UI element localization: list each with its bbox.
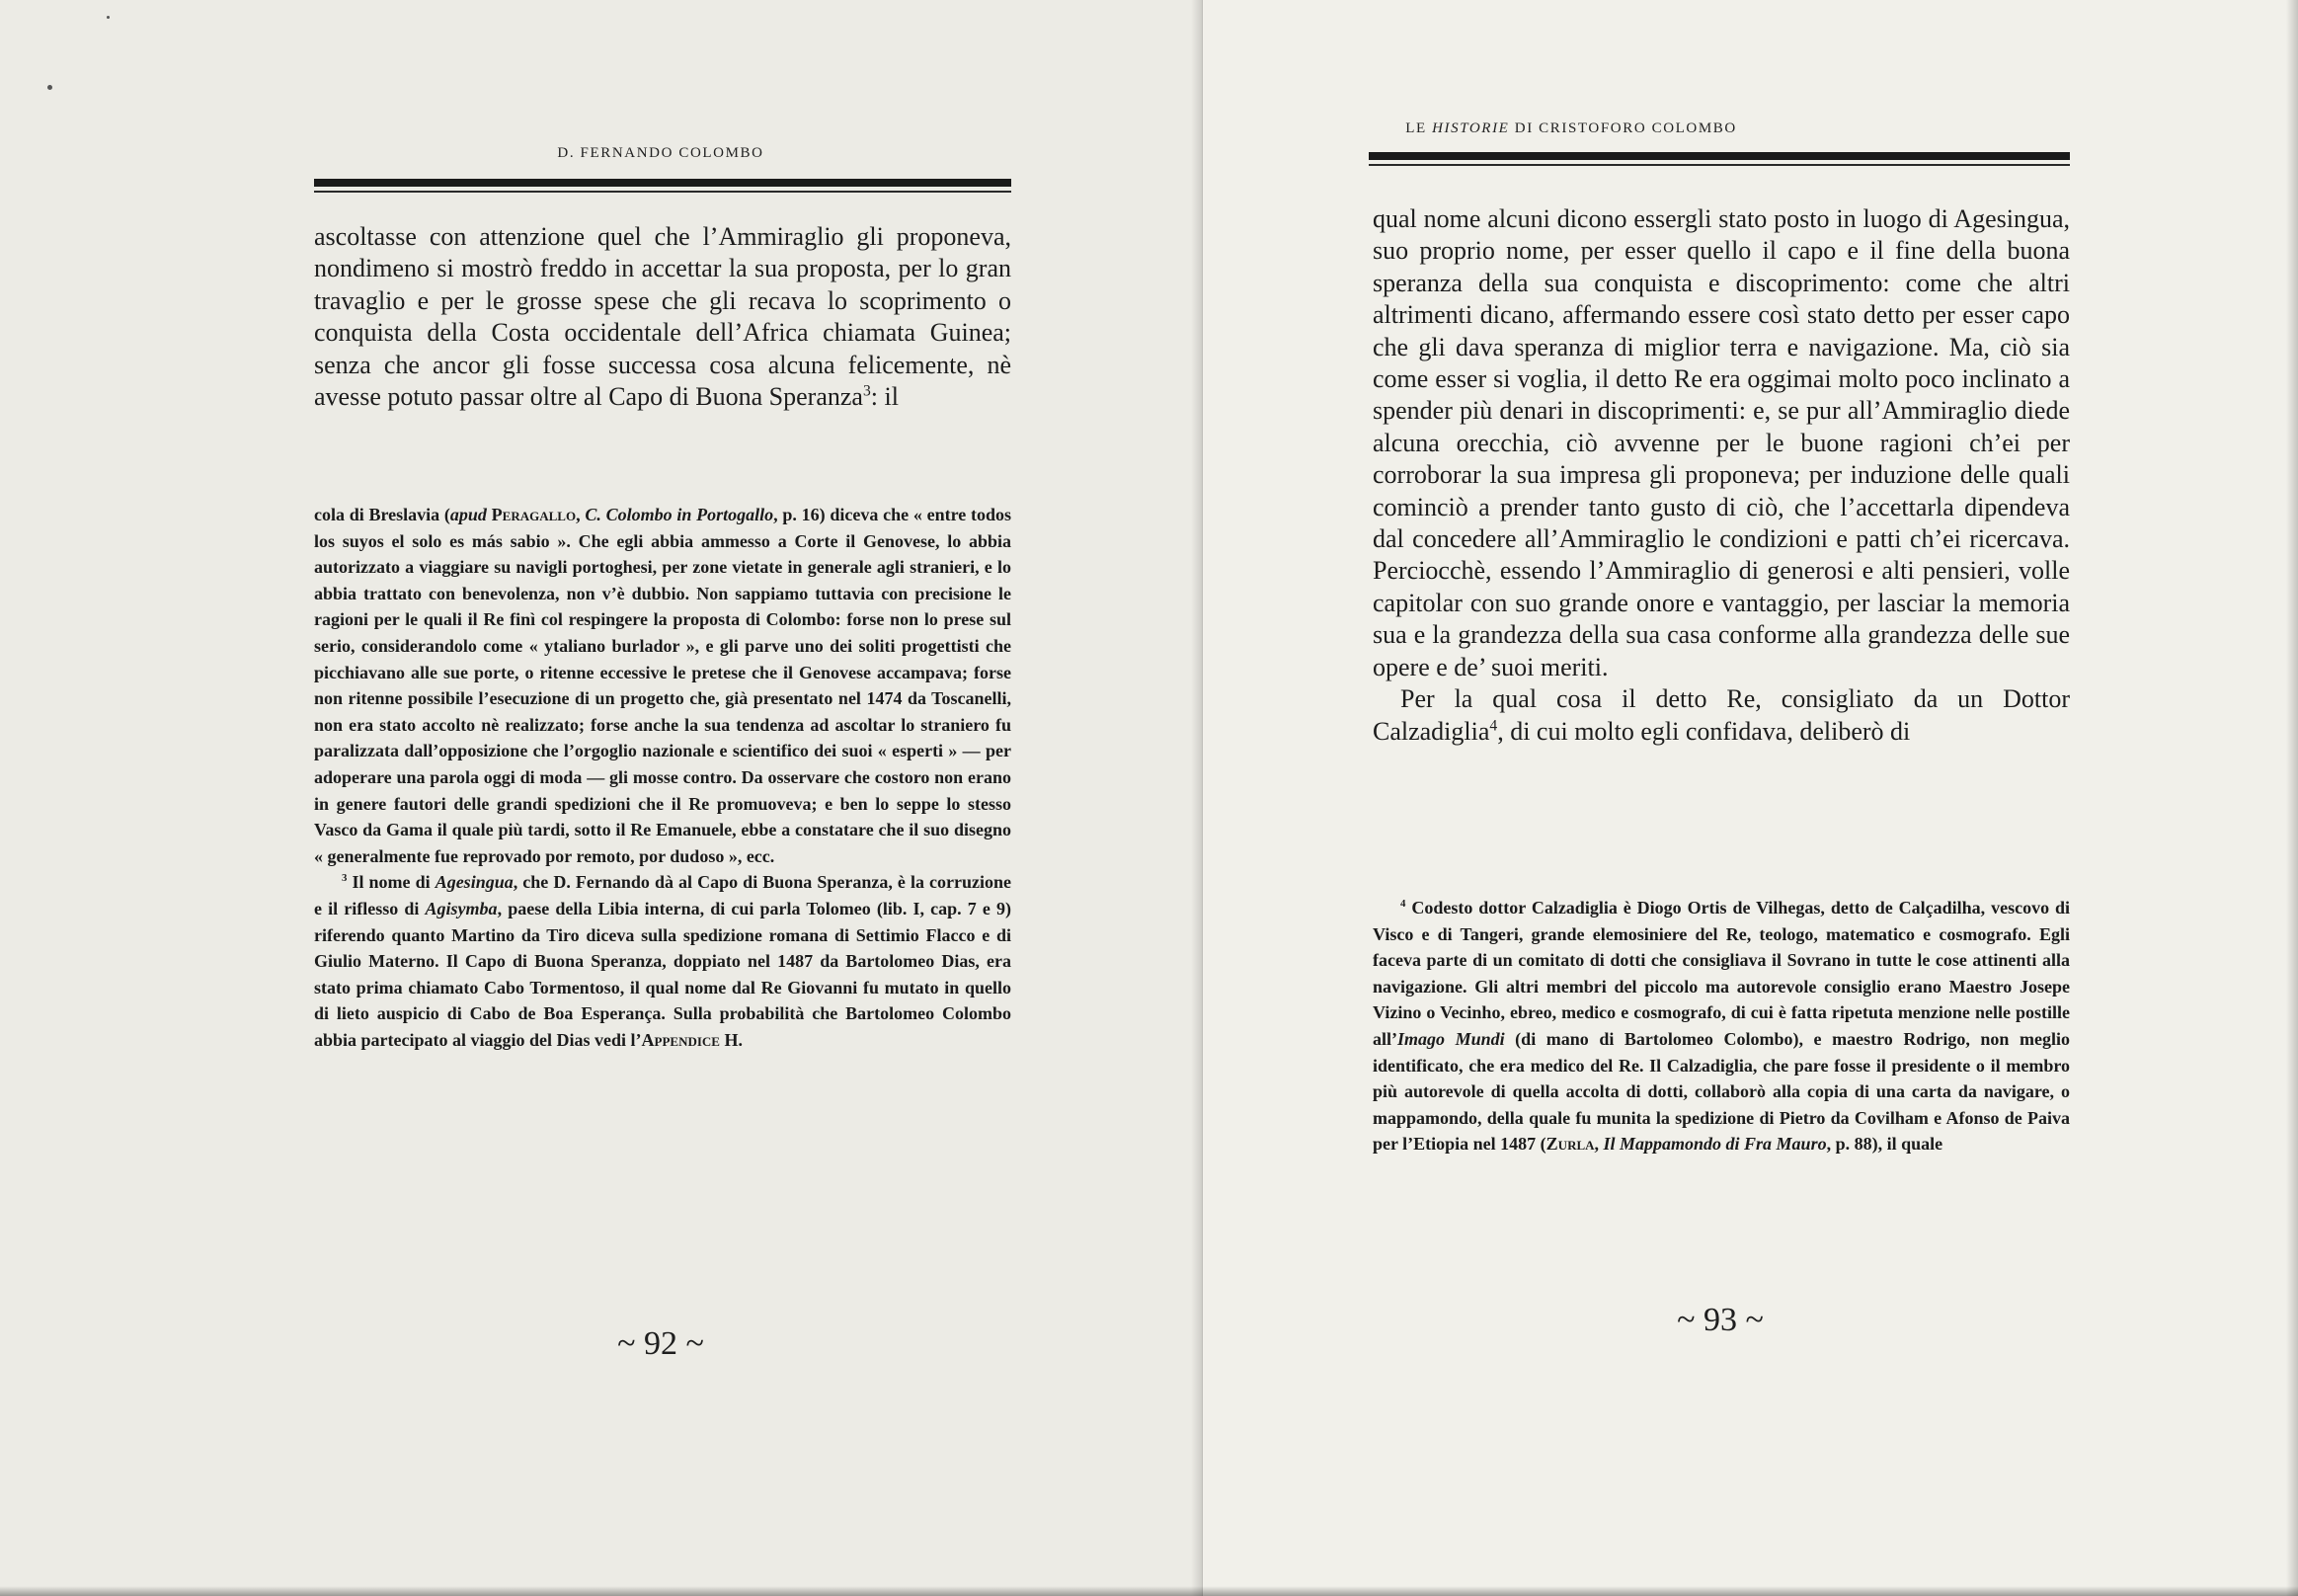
body-text: ascoltasse con attenzione quel che l’Ammiraglio gli proponeva, nondimeno si mostrò freddo in accettar la sua proposta, per lo gran travaglio e per le grosse spese che gli recava lo scoprimento o conquista della Costa occidentale dell’Africa chiamata Guinea; senza che ancor gli fosse successa cosa alcuna felicemente, nè avesse potuto passar oltre al Capo di Buona Speranza$^3$: il: [314, 222, 1011, 412]
page-number: ~ 93 ~: [1677, 1302, 1764, 1338]
header-rule: [314, 179, 1011, 187]
right-page: [1203, 0, 2298, 1596]
footnote-4: $^4$ Codesto dottor Calzadiglia è Diogo Ortis de Vilhegas, detto de Calçadilha, vescovo di Visco e di Tangeri, grande elemosiniere del Re, teologo, matematico e cosmografo. Egli faceva parte di un comitato di dotti che consigliava il Sovrano in tutte le cose attinenti alla navigazione. Gli altri membri del piccolo ma autorevole consiglio erano Maestro Josepe Vizino o Vecinho, ebreo, medico e cosmografo, di cui è fatta ripetuta menzione nelle postille all’Imago Mundi (di mano di Bartolomeo Colombo), e maestro Rodrigo, non meglio identificato, che era medico del Re. Il Calzadiglia, che pare fosse il presidente o il membro più autorevole di quella accolta di dotti, collaborò alla copia di una carta da navigare, o mappamondo, della quale fu munita la spedizione di Pietro da Covilham e Afonso de Paiva per l’Etiopia nel 1487 (Zurla, Il Mappamondo di Fra Mauro, p. 88), il quale: [1373, 898, 2070, 1155]
page-speck: [47, 85, 52, 90]
body-text: qual nome alcuni dicono essergli stato posto in luogo di Agesingua, suo proprio nome, per esser quello il capo e il fine della buona speranza della sua conquista e discoprimento: come che altri altrimenti dicano, affermando essere così stato detto per esser capo che gli dava speranza di miglior terra e navigazione. Ma, ciò sia come esser si voglia, il detto Re era oggimai molto poco inclinato a spender più denari in discoprimenti: e, se pur all’Ammiraglio diede alcuna orecchia, ciò avvenne per le buone ragioni ch’ei per corroborar la sua impresa gli proponeva; per induzione delle quali cominciò a prender tanto gusto di ciò, che l’accettarla dipendeva dal concedere all’Ammiraglio le condizioni e patti ch’ei ricercava. Perciocchè, essendo l’Ammiraglio di generosi e alti pensieri, volle capitolar con suo grande onore e vantaggio, per lasciar la memoria sua e la grandezza della sua casa conforme alla grandezza delle sue opere e de’ suoi meriti. Per la qual cosa il detto Re, consigliato da un Dottor Calzadiglia$^4$, di cui molto egli confidava, deliberò di: [1373, 204, 2070, 746]
header-rule: [1369, 152, 2070, 160]
page-edge-shadow: [2286, 0, 2298, 1596]
footnote-ref: 4: [1489, 716, 1498, 734]
footnote-continuation: cola di Breslavia (apud Peragallo, C. Colombo in Portogallo, p. 16) diceva che « entre todos los suyos el solo es más sabio ». Che egli abbia ammesso a Corte il Genovese, lo abbia autorizzato a viaggiare su navigli portoghesi, per zone vietate in generale agli stranieri, e lo abbia trattato con benevolenza, non v’è dubbio. Non sappiamo tuttavia con precisione le ragioni per le quali il Re finì col respingere la proposta di Colombo: forse non lo prese sul serio, considerandolo come « ytaliano burlador », e gli parve uno dei soliti progettisti che picchiavano alle sue porte, o ritenne eccessive le pretese che il Genovese accampava; forse non ritenne possibile l’esecuzione di un progetto che, già presentato nel 1474 da Toscanelli, non era stato accolto nè realizzato; forse anche la sua tendenza ad ascoltar lo straniero fu paralizzata dall’opposizione che l’orgoglio nazionale e scientifico dei suoi « esperti » — per adoperare una parola oggi di moda — gli mosse contro. Da osservare che costoro non erano in genere fautori delle grandi spedizioni che il Re promuoveva; e ben lo seppe lo stesso Vasco da Gama il quale più tardi, sotto il Re Emanuele, ebbe a constatare che il suo disegno « generalmente fue reprovado por remoto, por dudoso », ecc. $^3$ Il nome di Agesingua, che D. Fernando dà al Capo di Buona Speranza, è la corruzione e il riflesso di Agisymba, paese della Libia interna, di cui parla Tolomeo (lib. I, cap. 7 e 9) riferendo quanto Martino da Tiro diceva sulla spedizione romana di Settimio Flacco e di Giulio Materno. Il Capo di Buona Speranza, doppiato nel 1487 da Bartolomeo Dias, era stato prima chiamato Cabo Tormentoso, il qual nome dal Re Giovanni fu mutato in quello di lieto auspicio di Cabo de Boa Esperança. Sulla probabilità che Bartolomeo Colombo abbia partecipato al viaggio del Dias vedi l’Appendice H.: [314, 502, 1011, 1053]
page-number: ~ 92 ~: [617, 1325, 704, 1362]
footnote-3: $^3$ Il nome di Agesingua, che D. Fernando dà al Capo di Buona Speranza, è la corruzione e il riflesso di Agisymba, paese della Libia interna, di cui parla Tolomeo (lib. I, cap. 7 e 9) riferendo quanto Martino da Tiro diceva sulla spedizione romana di Settimio Flacco e di Giulio Materno. Il Capo di Buona Speranza, doppiato nel 1487 da Bartolomeo Dias, era stato prima chiamato Cabo Tormentoso, il qual nome dal Re Giovanni fu mutato in quello di lieto auspicio di Cabo de Boa Esperança. Sulla probabilità che Bartolomeo Colombo abbia partecipato al viaggio del Dias vedi l’Appendice H.: [314, 872, 1012, 1050]
running-head: D. FERNANDO COLOMBO: [557, 145, 764, 161]
page-speck: [107, 16, 110, 19]
footnote-ref: 3: [862, 382, 871, 400]
bottom-edge-shadow: [0, 1586, 2298, 1596]
running-head: LE HISTORIE DI CRISTOFORO COLOMBO: [1405, 120, 1737, 136]
